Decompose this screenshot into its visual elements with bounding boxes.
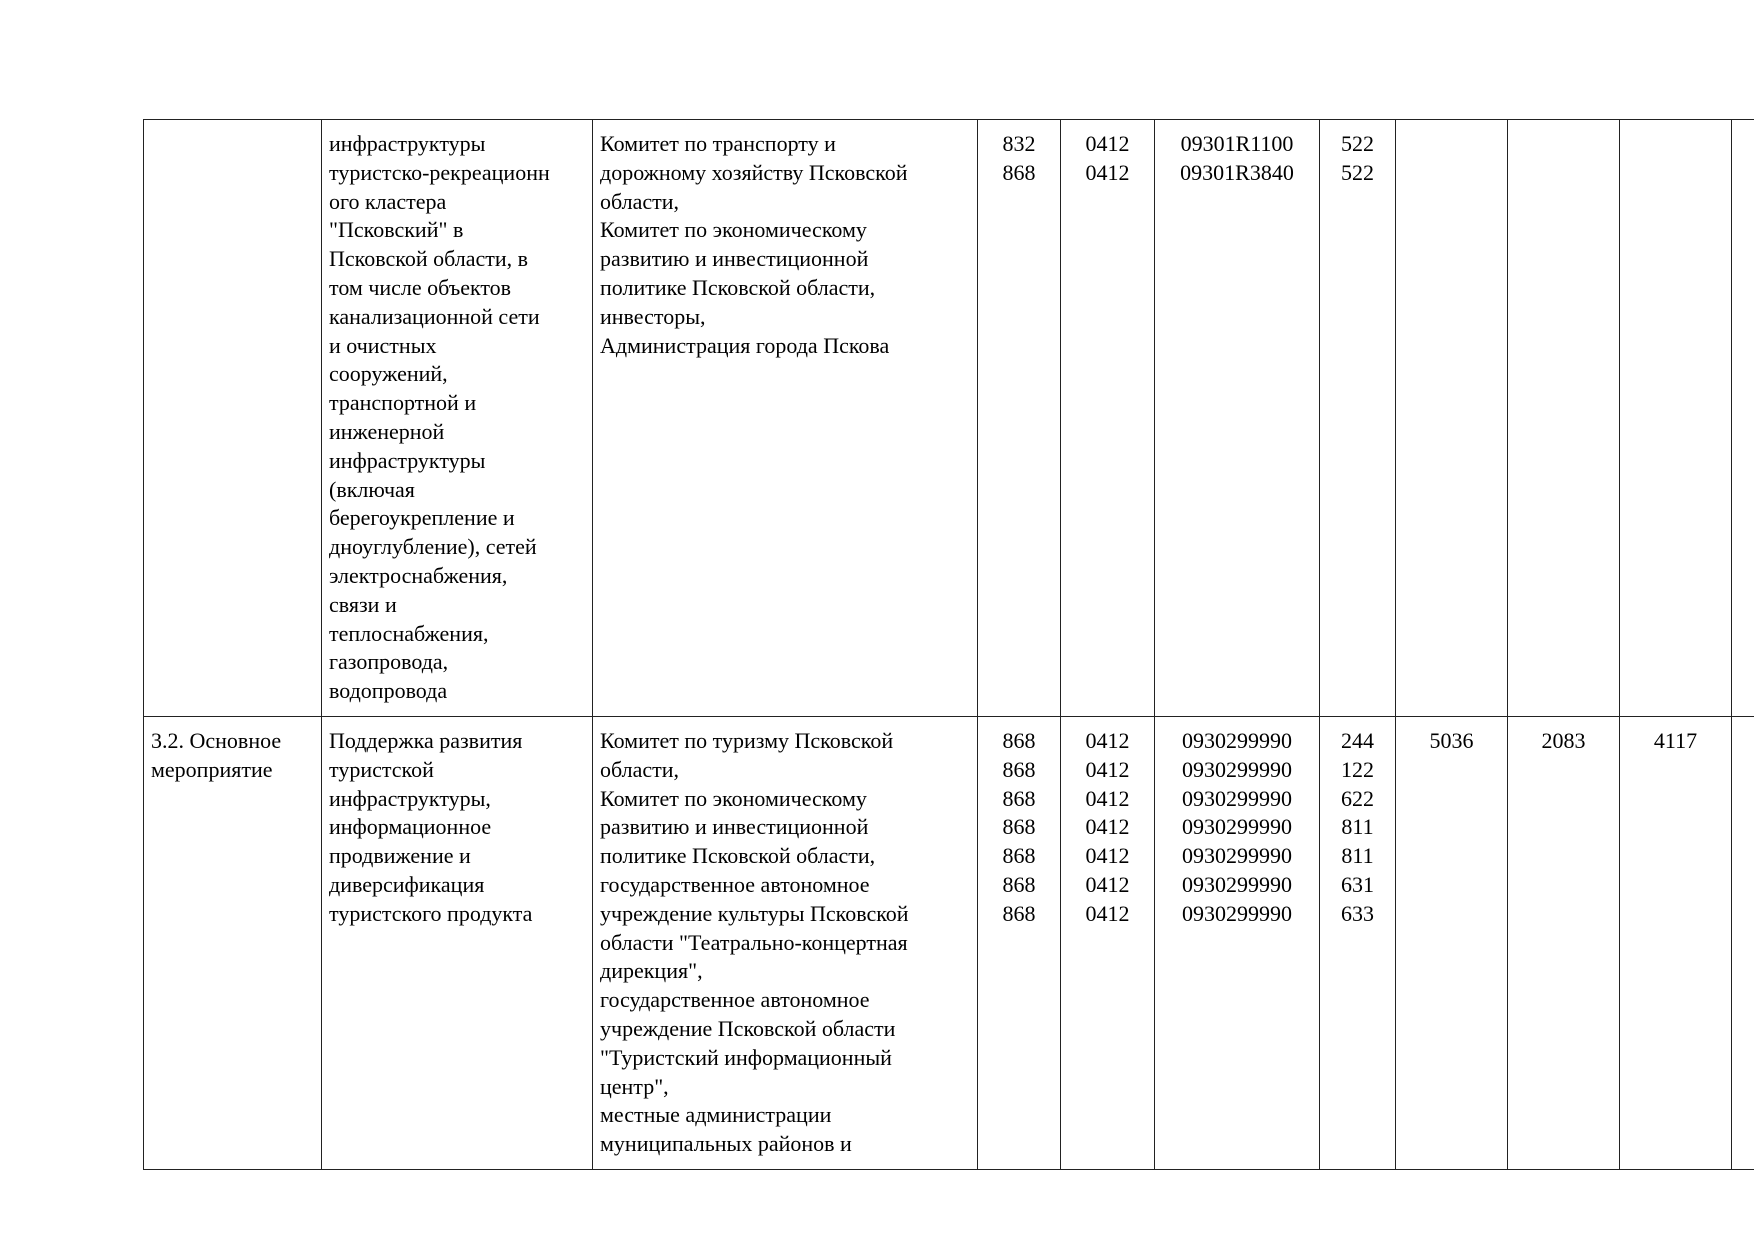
table-row xyxy=(144,717,1754,1170)
amount-cell-1: 5036 xyxy=(1396,717,1508,1170)
amount-cell-2 xyxy=(1508,120,1620,717)
grbs-cell: 832 868 xyxy=(978,120,1061,717)
name-cell: Поддержка развития туристской инфраструктуры, информационное продвижение и диверсификация туристского продукта xyxy=(322,717,593,1170)
amount-cell-3 xyxy=(1620,120,1732,717)
vr-cell: 522 522 xyxy=(1320,120,1396,717)
amount-cell-1 xyxy=(1396,120,1508,717)
grbs-cell: 868 868 868 868 868 868 868 xyxy=(978,717,1061,1170)
amount-cell-3: 4117 xyxy=(1620,717,1732,1170)
amount-cell-2: 2083 xyxy=(1508,717,1620,1170)
vr-cell: 244 122 622 811 811 631 633 xyxy=(1320,717,1396,1170)
amount-cell-4 xyxy=(1732,120,1754,717)
measure-cell xyxy=(144,120,322,717)
budget-table xyxy=(143,119,1754,1170)
rzpr-cell: 0412 0412 xyxy=(1061,120,1155,717)
executor-cell: Комитет по транспорту и дорожному хозяйству Псковской области, Комитет по экономическому развитию и инвестиционной политике Псковской области, инвесторы, Администрация города Пскова xyxy=(593,120,978,717)
executor-cell: Комитет по туризму Псковской области, Комитет по экономическому развитию и инвестиционной политике Псковской области, государственное автономное учреждение культуры Псковской области "Театрально-концертная дирекция", государственное автономное учреждение Псковской области "Туристский информационный центр", местные администрации муниципальных районов и xyxy=(593,717,978,1170)
measure-cell: 3.2. Основное мероприятие xyxy=(144,717,322,1170)
rzpr-cell: 0412 0412 0412 0412 0412 0412 0412 xyxy=(1061,717,1155,1170)
table-row xyxy=(144,120,1754,717)
amount-cell-4 xyxy=(1732,717,1754,1170)
name-cell: инфраструктуры туристско-рекреационн ого кластера "Псковский" в Псковской области, в том числе объектов канализационной сети и очистных сооружений, транспортной и инженерной инфраструктуры (включая берегоукрепление и дноуглубление), сетей электроснабжения, связи и теплоснабжения, газопровода, водопровода xyxy=(322,120,593,717)
csr-cell: 09301R1100 09301R3840 xyxy=(1155,120,1320,717)
csr-cell: 0930299990 0930299990 0930299990 0930299990 0930299990 0930299990 0930299990 xyxy=(1155,717,1320,1170)
